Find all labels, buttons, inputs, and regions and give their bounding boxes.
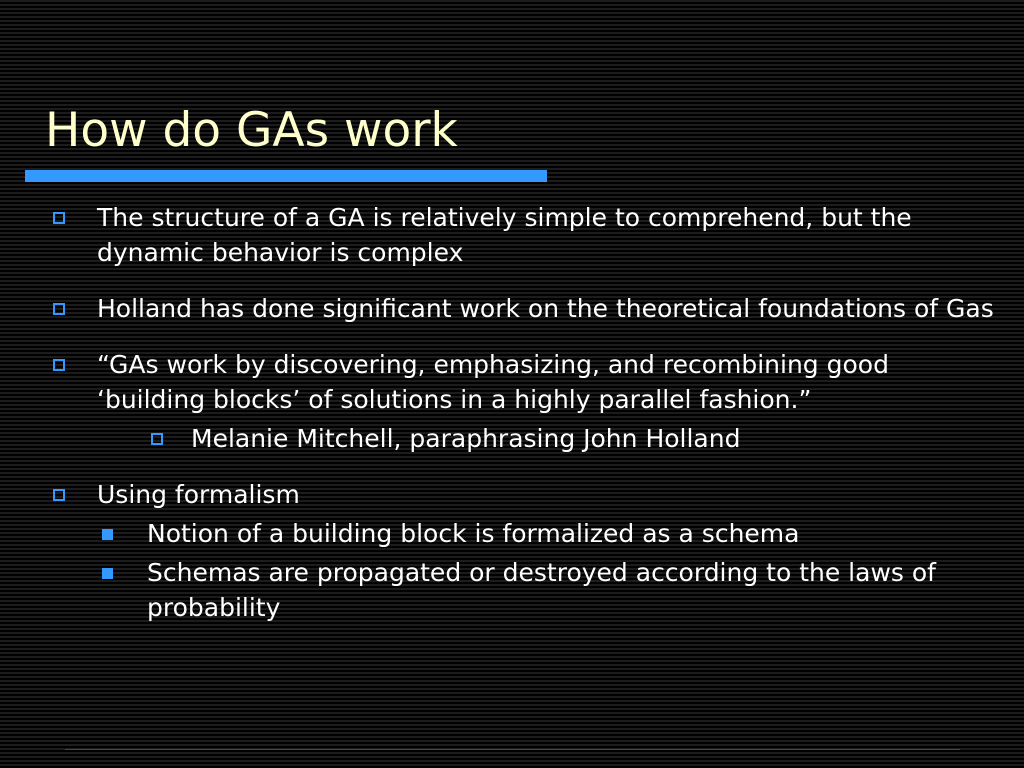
filled-square-icon — [102, 529, 113, 540]
bullet-item — [45, 347, 995, 417]
sub-bullet-text: Schemas are propagated or destroyed according to the laws of probability — [147, 558, 936, 622]
hollow-square-icon — [53, 303, 65, 315]
hollow-square-icon — [151, 433, 163, 445]
title-underline-bar — [25, 170, 547, 182]
bullet-text: Using formalism — [97, 480, 300, 509]
hollow-square-icon — [53, 359, 65, 371]
bullet-item — [45, 477, 995, 512]
sub-bullet-item — [45, 516, 995, 551]
bullet-text: “GAs work by discovering, emphasizing, and recombining good ‘building blocks’ of solutions in a highly parallel fashion.” — [97, 350, 889, 414]
bullet-text: The structure of a GA is relatively simple to comprehend, but the dynamic behavior is complex — [97, 203, 912, 267]
bullet-list — [45, 200, 995, 625]
bullet-item — [45, 291, 995, 326]
sub-bullet-text: Melanie Mitchell, paraphrasing John Holland — [191, 424, 741, 453]
sub-bullet-text: Notion of a building block is formalized as a schema — [147, 519, 800, 548]
hollow-square-icon — [53, 489, 65, 501]
footer-divider — [65, 749, 960, 750]
bullet-item — [45, 200, 995, 270]
filled-square-icon — [102, 568, 113, 579]
slide-title: How do GAs work — [45, 103, 458, 158]
sub-bullet-item — [45, 421, 995, 456]
sub-bullet-item — [45, 555, 995, 625]
bullet-text: Holland has done significant work on the theoretical foundations of Gas — [97, 294, 994, 323]
hollow-square-icon — [53, 212, 65, 224]
